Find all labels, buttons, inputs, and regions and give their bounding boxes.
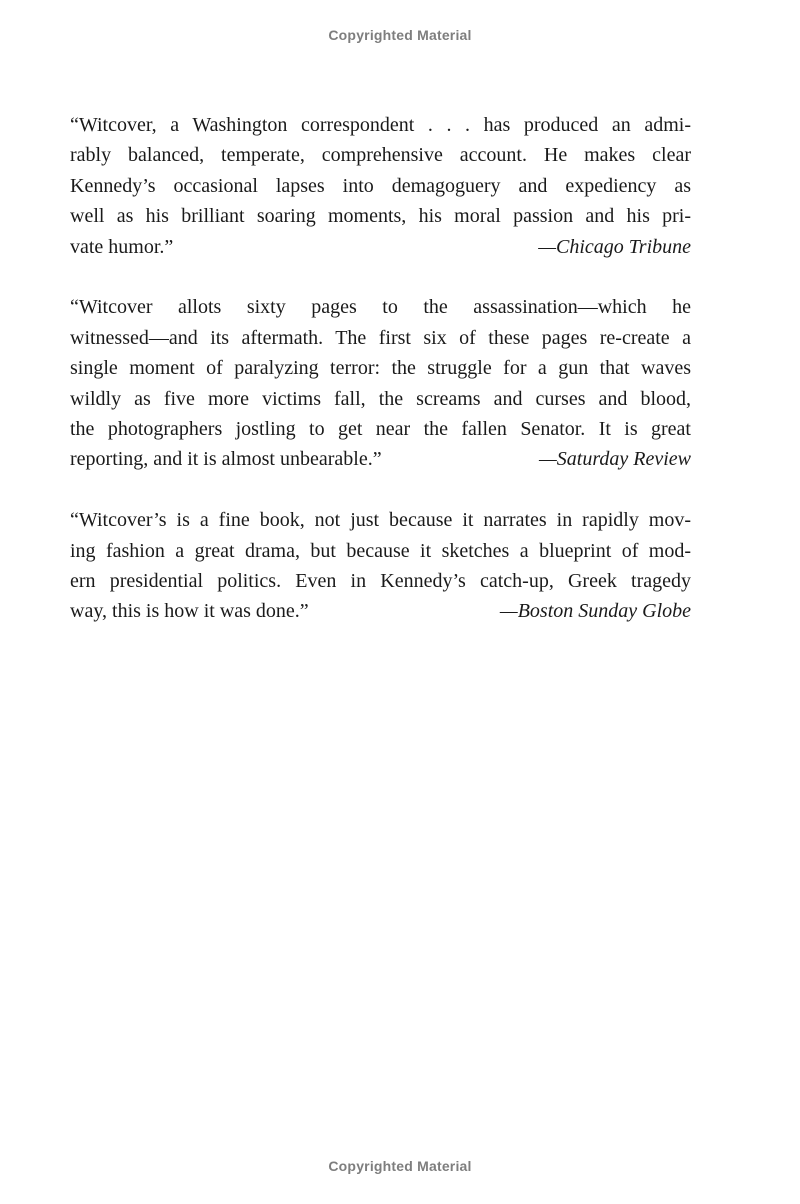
review-line: wildly as five more victims fall, the screams and curses and blood,: [70, 387, 691, 410]
review-line: ern presidential politics. Even in Kennedy’s catch-up, Greek tragedy: [70, 570, 691, 593]
review-attribution: —Chicago Tribune: [538, 235, 691, 258]
review-last-row: [70, 232, 691, 262]
review-paragraph: [70, 505, 691, 627]
review-closing-text: reporting, and it is almost unbearable.”: [70, 448, 382, 471]
review-closing-text: vate humor.”: [70, 235, 174, 258]
review-line: “Witcover’s is a fine book, not just because it narrates in rapidly mov-: [70, 509, 691, 532]
review-line: well as his brilliant soaring moments, his moral passion and his pri-: [70, 205, 691, 228]
review-last-row: [70, 596, 691, 626]
review-line: ing fashion a great drama, but because it sketches a blueprint of mod-: [70, 539, 691, 562]
review-line: Kennedy’s occasional lapses into demagoguery and expediency as: [70, 174, 691, 197]
review-line: single moment of paralyzing terror: the struggle for a gun that waves: [70, 357, 691, 380]
review-paragraph: [70, 110, 691, 262]
review-attribution: —Saturday Review: [538, 448, 691, 471]
copyright-notice-top: Copyrighted Material: [328, 27, 472, 43]
review-last-row: [70, 444, 691, 474]
review-line: witnessed—and its aftermath. The first six of these pages re-create a: [70, 326, 691, 349]
review-attribution: —Boston Sunday Globe: [499, 600, 691, 623]
review-line: rably balanced, temperate, comprehensive account. He makes clear: [70, 144, 691, 167]
review-paragraph: [70, 292, 691, 474]
review-line: “Witcover, a Washington correspondent . . . has produced an admi-: [70, 114, 691, 136]
review-line: “Witcover allots sixty pages to the assassination—which he: [70, 296, 691, 319]
review-blurbs-block: [70, 110, 691, 627]
review-closing-text: way, this is how it was done.”: [70, 600, 309, 623]
review-line: the photographers jostling to get near the fallen Senator. It is great: [70, 418, 691, 441]
copyright-notice-bottom: Copyrighted Material: [328, 1158, 472, 1174]
